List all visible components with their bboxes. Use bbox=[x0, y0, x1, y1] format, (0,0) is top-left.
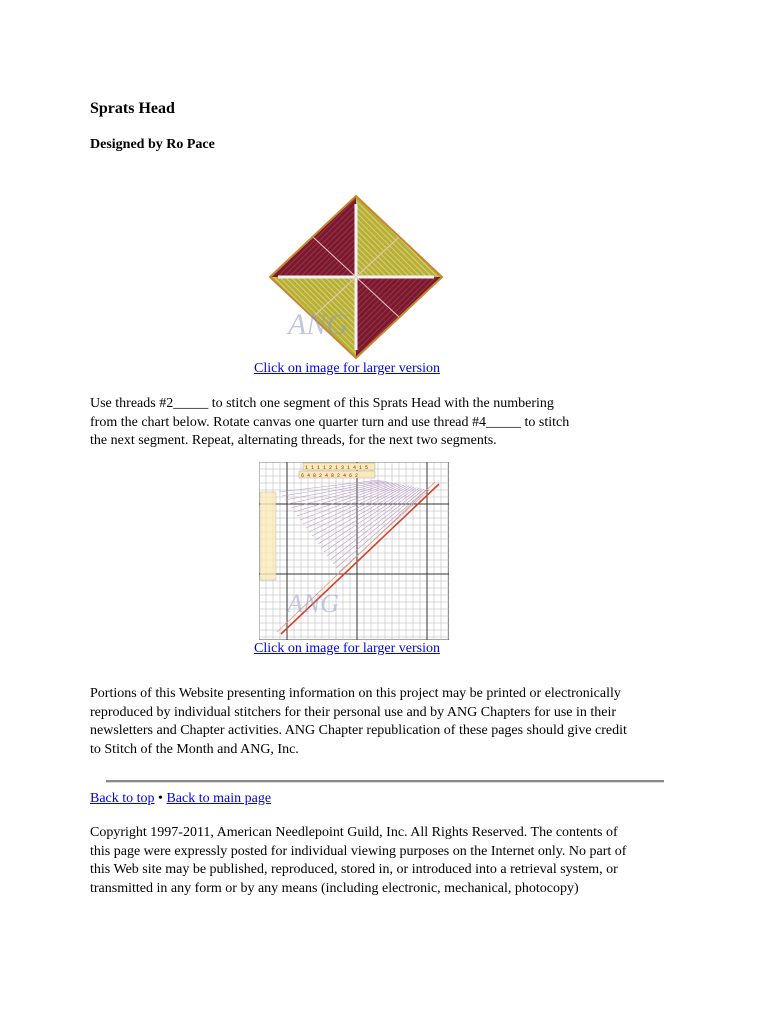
page-title: Sprats Head bbox=[90, 100, 175, 117]
sprats-head-diamond bbox=[258, 194, 454, 360]
copyright-paragraph bbox=[90, 824, 626, 898]
svg-text:6 4 8 2 4 8 2 4 6 2: 6 4 8 2 4 8 2 4 6 2 bbox=[301, 473, 359, 479]
permissions-line-2: reproduced by individual stitchers for their personal use and by ANG Chapters for use in their bbox=[90, 704, 617, 720]
instructions-line-3: the next segment. Repeat, alternating threads, for the next two segments. bbox=[90, 433, 497, 448]
stitch-chart-grid bbox=[259, 462, 449, 640]
permissions-line-4: to Stitch of the Month and ANG, Inc. bbox=[90, 741, 299, 757]
back-to-main-link[interactable]: Back to main page bbox=[166, 791, 272, 806]
back-to-top-link[interactable]: Back to top bbox=[90, 791, 155, 806]
larger-image-link-1[interactable]: Click on image for larger version bbox=[254, 361, 440, 376]
copyright-line-2: this page were expressly posted for individual viewing purposes on the Internet only. No part of bbox=[90, 843, 627, 859]
copyright-line-4: transmitted in any form or by any means (including electronic, mechanical, photocopy) bbox=[90, 880, 579, 896]
larger-image-link-2[interactable]: Click on image for larger version bbox=[254, 641, 440, 656]
svg-text:ANG: ANG bbox=[288, 308, 348, 341]
stitch-chart-image[interactable] bbox=[259, 462, 449, 640]
svg-text:ANG: ANG bbox=[287, 589, 339, 618]
nav-separator: • bbox=[154, 791, 167, 806]
permissions-line-1: Portions of this Website presenting information on this project may be printed or electronically bbox=[90, 686, 621, 701]
svg-text:1 1 1 1 2 1 3 1 4 1 5: 1 1 1 1 2 1 3 1 4 1 5 bbox=[305, 465, 369, 471]
copyright-line-1: Copyright 1997-2011, American Needlepoint Guild, Inc. All Rights Reserved. The contents of bbox=[90, 825, 618, 840]
designer-credit: Designed by Ro Pace bbox=[90, 137, 215, 152]
instructions-line-2: from the chart below. Rotate canvas one quarter turn and use thread #4_____ to stitch bbox=[90, 414, 570, 430]
instructions-line-1: Use threads #2_____ to stitch one segment of this Sprats Head with the numbering bbox=[90, 396, 554, 411]
sprats-head-photo[interactable] bbox=[258, 194, 454, 360]
instructions-paragraph bbox=[90, 395, 569, 451]
copyright-line-3: this Web site may be published, reproduced, stored in, or introduced into a retrieval system, or bbox=[90, 862, 618, 877]
horizontal-divider bbox=[106, 780, 664, 783]
footer-nav bbox=[90, 790, 271, 809]
permissions-paragraph bbox=[90, 685, 627, 759]
permissions-line-3: newsletters and Chapter activities. ANG Chapter republication of these pages should give credit bbox=[90, 723, 627, 738]
